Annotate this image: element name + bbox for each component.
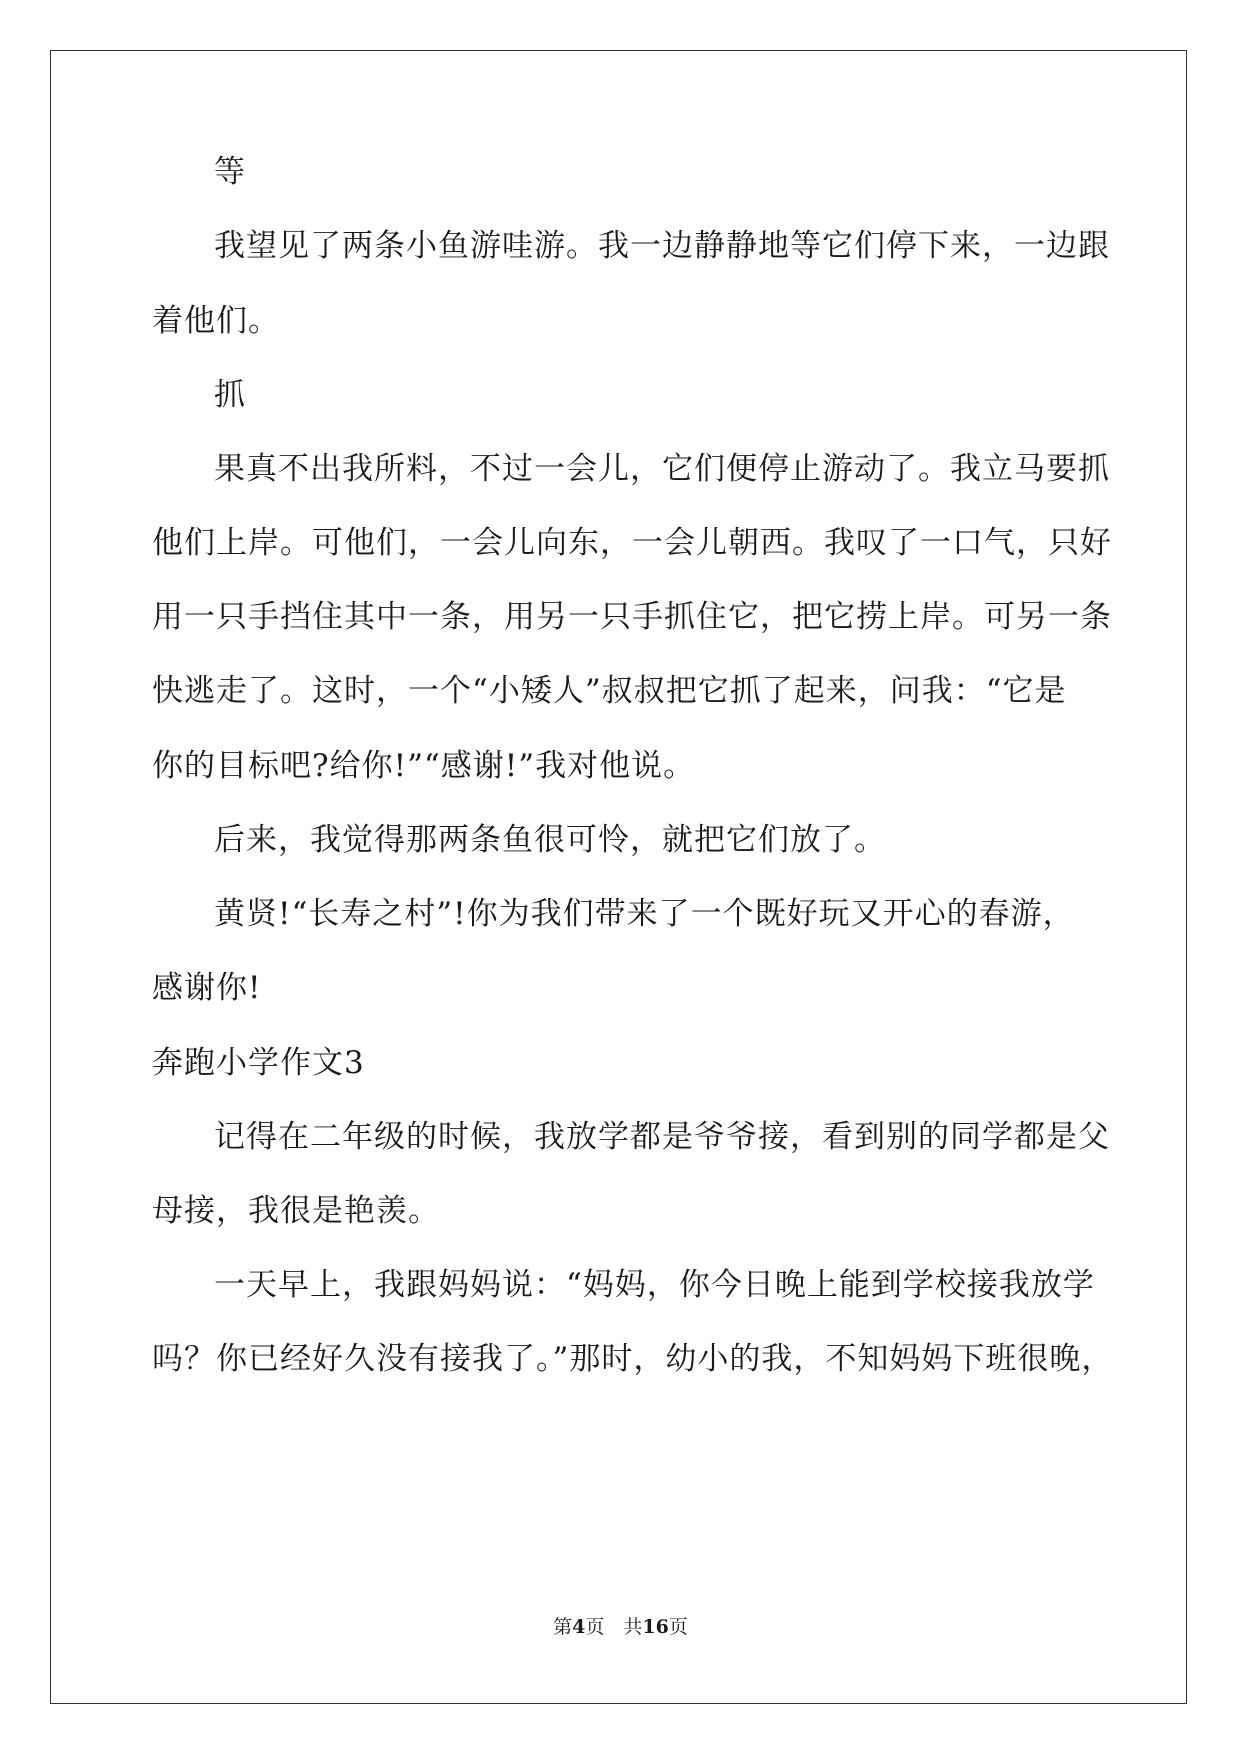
footer-suffix: 页 [668, 1616, 688, 1638]
section-heading-catch: 抓 [214, 377, 246, 413]
page-frame [50, 50, 1187, 1704]
paragraph-line: 记得在二年级的时候，我放学都是爷爷接，看到别的同学都是父 [214, 1119, 1110, 1155]
section-heading-wait: 等 [214, 154, 246, 190]
paragraph-line: 后来，我觉得那两条鱼很可怜，就把它们放了。 [214, 822, 886, 858]
paragraph-line: 果真不出我所料，不过一会儿，它们便停止游动了。我立马要抓 [214, 451, 1110, 487]
paragraph-line: 感谢你! [152, 970, 262, 1006]
paragraph-line: 着他们。 [152, 303, 280, 339]
paragraph-line: 你的目标吧?给你!”“感谢!”我对他说。 [152, 748, 696, 784]
current-page-number: 4 [572, 1616, 586, 1638]
paragraph-line: 一天早上，我跟妈妈说：“妈妈，你今日晚上能到学校接我放学 [214, 1267, 1095, 1303]
total-pages-number: 16 [642, 1616, 669, 1638]
paragraph-line: 快逃走了。这时，一个“小矮人”叔叔把它抓了起来，问我：“它是 [152, 673, 1067, 709]
essay-title: 奔跑小学作文3 [152, 1045, 365, 1081]
paragraph-line: 吗？你已经好久没有接我了。”那时，幼小的我，不知妈妈下班很晚， [152, 1341, 1114, 1377]
footer-prefix: 第 [553, 1616, 573, 1638]
paragraph-line: 黄贤!“长寿之村”!你为我们带来了一个既好玩又开心的春游， [214, 896, 1075, 932]
paragraph-line: 他们上岸。可他们，一会儿向东，一会儿朝西。我叹了一口气，只好 [152, 525, 1112, 561]
paragraph-line: 母接，我很是艳羡。 [152, 1193, 440, 1229]
paragraph-line: 用一只手挡住其中一条，用另一只手抓住它，把它捞上岸。可另一条 [152, 599, 1112, 635]
footer-middle: 页 共 [585, 1616, 643, 1638]
paragraph-line: 我望见了两条小鱼游哇游。我一边静静地等它们停下来，一边跟 [214, 228, 1110, 264]
page-footer [0, 1612, 1241, 1639]
